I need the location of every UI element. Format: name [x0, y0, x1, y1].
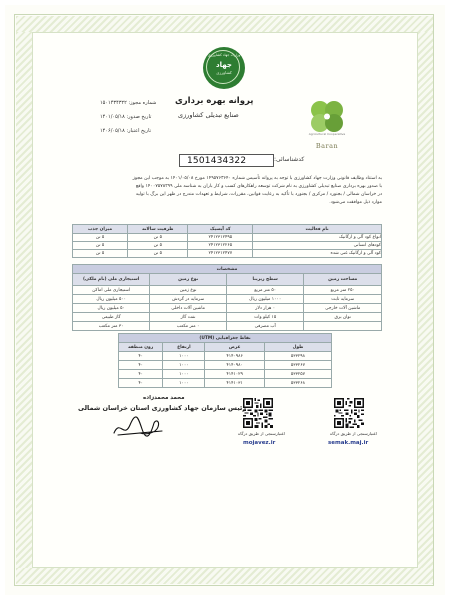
coords-title: نقاط جغرافیایی (UTM): [119, 334, 332, 343]
table-header: ظرفیت سالانه: [128, 225, 188, 234]
table-row: کودهای انسانی ۲۴۱۲۳۱۲۲۶۵ ۵ تن ۵ تن: [73, 242, 382, 250]
id-box: [179, 154, 274, 167]
specs-title: مشخصات: [73, 265, 382, 274]
table-row: ۵۳۳۲۶۷ ۴۱۴۰۹۸۰ ۱۰۰۰ ۴۰: [119, 361, 332, 370]
id-label: کدشناسائی:: [274, 156, 305, 163]
table-row: انواع کود آلی و ارگانیک ۲۴۱۲۳۱۲۴۹۵ ۵ تن ۵ تن: [73, 234, 382, 242]
permit-number: شماره مجوز: ۱۵۰۱۴۳۴۳۲۲: [100, 100, 157, 106]
ministry-logo: [203, 47, 245, 89]
table-row: سرمایه ثابت ۱۰۰۰ میلیون ریال سرمایه در گردش ۵۰۰ میلیون ریال: [73, 295, 382, 304]
qr-code-mojavez[interactable]: [243, 398, 273, 428]
qr-caption-mojavez: اعتبارسنجی از طریق درگاه: [238, 431, 286, 436]
page-title: پروانه بهره برداری: [175, 96, 254, 106]
signer-name: محمد محمدزاده: [143, 395, 185, 401]
specs-table: مشخصات مساحت زمین سطح زیربنا نوع زمین استیجاری ملی (نام ملکی) ۲۵۰ متر مربع ۵۰ متر مربع نوع زمین استیجاری ملی اماکن سرمایه ثابت ۱۰۰۰ میلیون ریال سرمایه در گردش ۵۰۰ میلیون ریال ماشین آلات خارجی ۰ هزار دلار ماشین آلات داخلی ۵۰ میلیون ریال توان برق ۱۵ کیلو وات نفت گاز گاز طبیعی آب مصرفی ۰ متر مکعب ۳۰ متر مکعب: [72, 264, 382, 331]
qr-code-semak[interactable]: [334, 398, 364, 428]
link-mojavez[interactable]: mojavez.ir: [243, 440, 276, 446]
table-row: ۵۳۳۲۹۸ ۴۱۴۰۹۸۶ ۱۰۰۰ ۴۰: [119, 352, 332, 361]
table-header: کد آیسیک: [188, 225, 253, 234]
table-row: ماشین آلات خارجی ۰ هزار دلار ماشین آلات داخلی ۵۰ میلیون ریال: [73, 304, 382, 313]
table-row: ۵۳۳۲۵۷ ۴۱۴۱۰۲۹ ۱۰۰۰ ۴۰: [119, 370, 332, 379]
issue-date: تاریخ صدور: ۱۴۰۱/۰۵/۱۸: [100, 114, 152, 120]
page-subtitle: صنایع تبدیلی کشاورزی: [178, 111, 239, 119]
products-table: [72, 224, 382, 258]
signer-title: رئیس سازمان جهاد کشاورزی استان خراسان شمالی: [78, 404, 247, 412]
table-row: کود آلی و ارگانیک غنی شده ۲۴۱۲۳۱۲۴۷۷ ۵ تن ۵ تن: [73, 250, 382, 258]
logo-sub-text: کشاورزی: [216, 70, 232, 75]
table-row: ۲۵۰ متر مربع ۵۰ متر مربع نوع زمین استیجاری ملی اماکن: [73, 286, 382, 295]
baran-wordmark: Baran: [315, 142, 339, 150]
table-header: نام فعالیت: [253, 225, 382, 234]
id-value: 1501434322: [187, 156, 247, 166]
handwritten-signature: [110, 413, 170, 441]
baran-tagline: Agricultural Cooperative: [308, 132, 346, 136]
qr-caption-semak: اعتبارسنجی از طریق درگاه: [330, 431, 378, 436]
logo-main-text: جهاد: [216, 61, 232, 69]
table-row: آب مصرفی ۰ متر مکعب ۳۰ متر مکعب: [73, 322, 382, 331]
coords-table: نقاط جغرافیایی (UTM) طول عرض ارتفاع زون منطقه ۵۳۳۲۹۸ ۴۱۴۰۹۸۶ ۱۰۰۰ ۴۰ ۵۳۳۲۶۷ ۴۱۴۰۹۸۰ ۱۰۰۰ ۴۰ ۵۳۳۲۵۷ ۴۱۴۱۰۲۹ ۱۰۰۰ ۴۰ ۵۳۳۲۶۸ ۴۱۴۱۰۳۱ ۱۰۰۰ ۴۰: [118, 333, 332, 388]
body-line-2: با صدور بهره برداری صنایع تبدیلی کشاورزی به نام شرکت توسعه راهکارهای کسب و کار باران به شناسه ملی ۱۴۰۰۷۵۷۸۲۹۹ واقع: [135, 184, 382, 189]
table-row: ۵۳۳۲۶۸ ۴۱۴۱۰۳۱ ۱۰۰۰ ۴۰: [119, 379, 332, 388]
table-header: میزان جذب: [73, 225, 128, 234]
link-semak[interactable]: semak.maj.ir: [328, 440, 369, 446]
body-line-3: در خراسان شمالی / بجنورد / مرکزی / بجنورد با تأکید به رعایت قوانین، مقررات، شرایط و تعهدات مندرج در ظهر این برگ با تولید: [135, 192, 382, 197]
table-row: توان برق ۱۵ کیلو وات نفت گاز گاز طبیعی: [73, 313, 382, 322]
logo-top-text: وزارت جهاد کشاورزی: [207, 53, 241, 57]
body-line-1: به استناد وظایف قانونی وزارت جهاد کشاورزی با توجه به پروانه تأسیس شماره ۱۴۹۵۷۶۳۶۴۰ مورخ ۱۴۰۱/۰۵/۰۸ به موجب این مجوز: [132, 176, 382, 181]
valid-date: تاریخ اعتبار: ۱۴۰۶/۰۵/۱۸: [100, 128, 152, 134]
body-line-4: موارد ذیل موافقت می‌شود.: [329, 200, 382, 205]
